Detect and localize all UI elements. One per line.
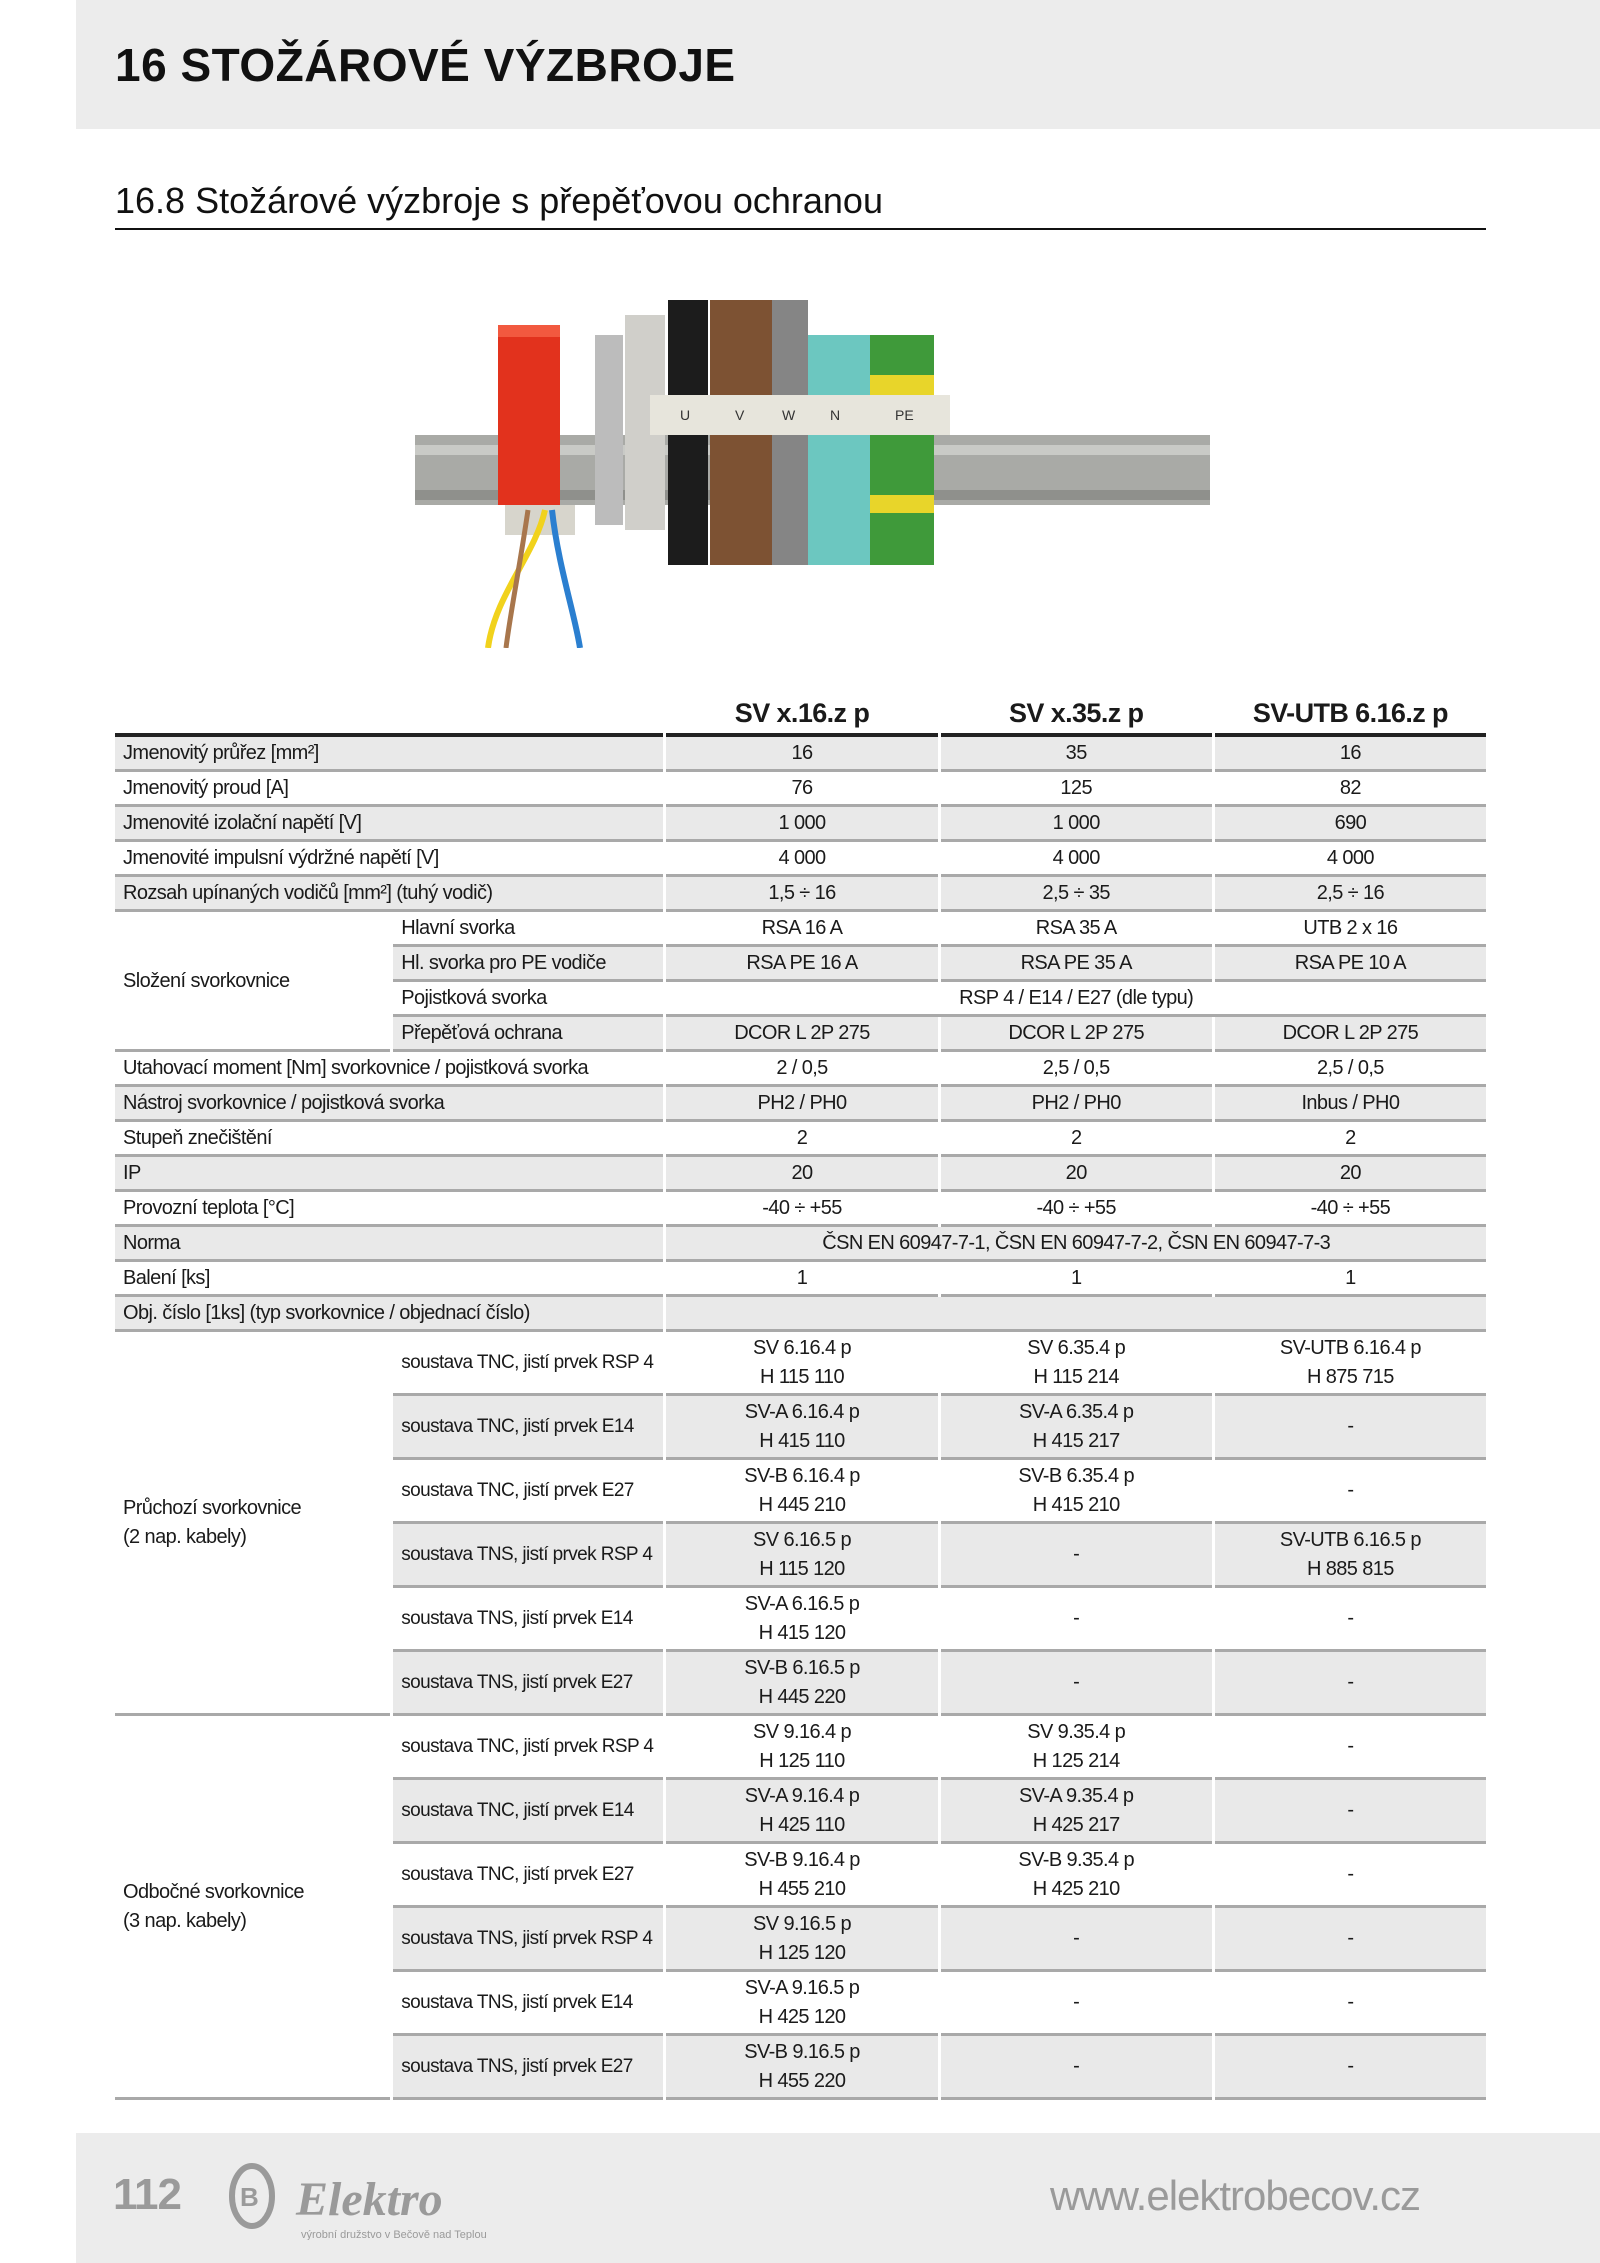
photo-label-v: V xyxy=(735,407,745,423)
value-cell: -40 ÷ +55 xyxy=(666,1192,937,1227)
svg-text:Elektro: Elektro xyxy=(296,2173,443,2226)
table-row xyxy=(115,1192,1486,1227)
type-code: - xyxy=(1347,1735,1354,1757)
type-code: - xyxy=(1073,2055,1080,2077)
sub-label: Přepěťová ochrana xyxy=(393,1017,663,1052)
value-cell xyxy=(666,1972,937,2036)
value-cell: 35 xyxy=(941,737,1212,772)
type-code: SV 9.16.5 p xyxy=(753,1912,851,1935)
type-code: - xyxy=(1347,2055,1354,2077)
value-cell: 16 xyxy=(1215,737,1486,772)
order-number: H 455 210 xyxy=(758,1877,846,1900)
value-cell xyxy=(666,1588,937,1652)
sub-label: soustava TNC, jistí prvek RSP 4 xyxy=(393,1332,663,1396)
row-label: Balení [ks] xyxy=(115,1262,663,1297)
value-cell xyxy=(666,2036,937,2100)
row-label: Norma xyxy=(115,1227,663,1262)
merged-value-cell: RSP 4 / E14 / E27 (dle typu) xyxy=(666,982,1486,1017)
value-cell: 20 xyxy=(941,1157,1212,1192)
value-cell: 4 000 xyxy=(941,842,1212,877)
value-cell xyxy=(941,1972,1212,2036)
order-number: H 115 120 xyxy=(759,1557,845,1580)
type-code: - xyxy=(1073,1991,1080,2013)
value-cell xyxy=(1215,1588,1486,1652)
value-cell xyxy=(666,1908,937,1972)
order-number: H 425 210 xyxy=(1032,1877,1120,1900)
value-cell: RSA 35 A xyxy=(941,912,1212,947)
group-label: Složení svorkovnice xyxy=(115,912,390,1052)
value-cell xyxy=(666,1780,937,1844)
order-number: H 425 110 xyxy=(759,1813,845,1836)
value-cell: 1,5 ÷ 16 xyxy=(666,877,937,912)
sub-label: Hl. svorka pro PE vodiče xyxy=(393,947,663,982)
value-cell xyxy=(1215,1844,1486,1908)
product-photo xyxy=(410,295,1215,648)
table-row xyxy=(115,772,1486,807)
order-number: H 125 214 xyxy=(1032,1749,1120,1772)
value-cell xyxy=(1215,1396,1486,1460)
row-label: Obj. číslo [1ks] (typ svorkovnice / objednací číslo) xyxy=(115,1297,663,1332)
order-number: H 415 120 xyxy=(758,1621,846,1644)
value-cell: -40 ÷ +55 xyxy=(941,1192,1212,1227)
type-code: SV-A 9.16.4 p xyxy=(744,1784,860,1807)
type-code: - xyxy=(1347,1799,1354,1821)
type-code: SV-B 9.16.5 p xyxy=(744,2040,860,2063)
value-cell xyxy=(666,1716,937,1780)
type-code: SV-A 6.16.4 p xyxy=(744,1400,860,1423)
order-number: H 125 110 xyxy=(759,1749,845,1772)
value-cell: RSA 16 A xyxy=(666,912,937,947)
sub-label: soustava TNC, jistí prvek RSP 4 xyxy=(393,1716,663,1780)
value-cell xyxy=(1215,1780,1486,1844)
type-code: SV 9.35.4 p xyxy=(1027,1720,1126,1743)
value-cell: 2,5 ÷ 35 xyxy=(941,877,1212,912)
sub-label: soustava TNC, jistí prvek E14 xyxy=(393,1780,663,1844)
header-empty-cell xyxy=(115,672,663,737)
type-code: - xyxy=(1073,1543,1080,1565)
table-row xyxy=(115,842,1486,877)
type-code: - xyxy=(1347,1479,1354,1501)
value-cell: 1 xyxy=(941,1262,1212,1297)
row-label: Rozsah upínaných vodičů [mm²] (tuhý vodič) xyxy=(115,877,663,912)
merged-value-cell: ČSN EN 60947-7-1, ČSN EN 60947-7-2, ČSN EN 60947-7-3 xyxy=(666,1227,1486,1262)
sub-label: soustava TNS, jistí prvek E14 xyxy=(393,1588,663,1652)
value-cell xyxy=(666,1524,937,1588)
type-code: SV-UTB 6.16.4 p xyxy=(1279,1336,1421,1359)
type-code: SV-B 6.16.5 p xyxy=(744,1656,860,1679)
value-cell: 20 xyxy=(1215,1157,1486,1192)
sub-label: Pojistková svorka xyxy=(393,982,663,1017)
order-number: H 445 220 xyxy=(758,1685,846,1708)
fuse-terminal-gray xyxy=(595,335,623,525)
value-cell: 2 xyxy=(1215,1122,1486,1157)
type-code: - xyxy=(1073,1927,1080,1949)
table-row xyxy=(115,1332,1486,1396)
type-code: SV-B 6.16.4 p xyxy=(744,1464,860,1487)
value-cell: 2 xyxy=(666,1122,937,1157)
value-cell: DCOR L 2P 275 xyxy=(941,1017,1212,1052)
value-cell: Inbus / PH0 xyxy=(1215,1087,1486,1122)
table-row xyxy=(115,1227,1486,1262)
type-code: - xyxy=(1347,1927,1354,1949)
sub-label: soustava TNS, jistí prvek E27 xyxy=(393,1652,663,1716)
value-cell: 2 xyxy=(941,1122,1212,1157)
value-cell: 76 xyxy=(666,772,937,807)
value-cell xyxy=(1215,2036,1486,2100)
table-row xyxy=(115,1087,1486,1122)
website-link[interactable]: www.elektrobecov.cz xyxy=(1050,2172,1421,2219)
elektro-logo xyxy=(226,2160,536,2240)
table-row xyxy=(115,737,1486,772)
value-cell: 1 xyxy=(1215,1262,1486,1297)
value-cell: UTB 2 x 16 xyxy=(1215,912,1486,947)
type-code: - xyxy=(1073,1671,1080,1693)
order-number: H 415 110 xyxy=(759,1429,845,1452)
order-number: H 445 210 xyxy=(758,1493,846,1516)
merged-value-cell xyxy=(666,1297,1486,1332)
page-number: 112 xyxy=(113,2170,181,2219)
value-cell: 1 000 xyxy=(941,807,1212,842)
value-cell xyxy=(941,2036,1212,2100)
table-header-row xyxy=(115,672,1486,737)
value-cell: -40 ÷ +55 xyxy=(1215,1192,1486,1227)
value-cell xyxy=(1215,1524,1486,1588)
value-cell: DCOR L 2P 275 xyxy=(1215,1017,1486,1052)
value-cell xyxy=(666,1844,937,1908)
order-number: H 415 210 xyxy=(1032,1493,1120,1516)
specification-table xyxy=(112,672,1489,2100)
order-number: H 415 217 xyxy=(1032,1429,1120,1452)
photo-label-u: U xyxy=(680,407,691,423)
value-cell: 16 xyxy=(666,737,937,772)
photo-label-pe: PE xyxy=(895,407,914,423)
order-number: H 455 220 xyxy=(758,2069,846,2092)
value-cell xyxy=(941,1716,1212,1780)
sub-label: soustava TNC, jistí prvek E27 xyxy=(393,1844,663,1908)
type-code: - xyxy=(1347,1991,1354,2013)
value-cell: 2,5 / 0,5 xyxy=(1215,1052,1486,1087)
value-cell xyxy=(941,1524,1212,1588)
section-divider xyxy=(115,228,1486,230)
type-code: - xyxy=(1347,1415,1354,1437)
order-number: H 875 715 xyxy=(1306,1365,1394,1388)
type-code: SV-B 9.35.4 p xyxy=(1018,1848,1135,1871)
photo-label-w: W xyxy=(782,407,796,423)
table-row xyxy=(115,1716,1486,1780)
table-row xyxy=(115,807,1486,842)
row-label: Stupeň znečištění xyxy=(115,1122,663,1157)
value-cell: PH2 / PH0 xyxy=(941,1087,1212,1122)
type-code: SV-UTB 6.16.5 p xyxy=(1279,1528,1421,1551)
value-cell: 20 xyxy=(666,1157,937,1192)
value-cell xyxy=(1215,1460,1486,1524)
value-cell xyxy=(941,1908,1212,1972)
sub-label: soustava TNS, jistí prvek RSP 4 xyxy=(393,1524,663,1588)
value-cell: 4 000 xyxy=(666,842,937,877)
type-code: SV-A 6.35.4 p xyxy=(1018,1400,1134,1423)
row-label: Jmenovitý průřez [mm²] xyxy=(115,737,663,772)
row-label: Nástroj svorkovnice / pojistková svorka xyxy=(115,1087,663,1122)
type-code: - xyxy=(1347,1863,1354,1885)
order-number: H 115 110 xyxy=(760,1365,844,1388)
terminal-blue xyxy=(808,335,870,565)
order-number: H 125 120 xyxy=(758,1941,846,1964)
value-cell: 82 xyxy=(1215,772,1486,807)
sub-label: Hlavní svorka xyxy=(393,912,663,947)
table-row xyxy=(115,912,1486,947)
section-title: 16.8 Stožárové výzbroje s přepěťovou ochranou xyxy=(115,180,883,221)
value-cell xyxy=(666,1332,937,1396)
row-label: Jmenovité impulsní výdržné napětí [V] xyxy=(115,842,663,877)
type-code: - xyxy=(1073,1607,1080,1629)
type-code: SV-B 9.16.4 p xyxy=(744,1848,860,1871)
value-cell: 4 000 xyxy=(1215,842,1486,877)
value-cell xyxy=(1215,1716,1486,1780)
value-cell: 2 / 0,5 xyxy=(666,1052,937,1087)
svg-text:výrobní družstvo v Bečově nad: výrobní družstvo v Bečově nad Teplou xyxy=(301,2229,487,2240)
table-row xyxy=(115,1157,1486,1192)
surge-protector-red xyxy=(498,325,560,505)
value-cell xyxy=(941,1396,1212,1460)
type-code: SV 9.16.4 p xyxy=(753,1720,851,1743)
value-cell: 125 xyxy=(941,772,1212,807)
row-label: Jmenovitý proud [A] xyxy=(115,772,663,807)
row-label: Jmenovité izolační napětí [V] xyxy=(115,807,663,842)
row-label: IP xyxy=(115,1157,663,1192)
value-cell xyxy=(1215,1972,1486,2036)
type-code: SV-A 9.16.5 p xyxy=(744,1976,860,1999)
value-cell xyxy=(1215,1908,1486,1972)
type-code: SV 6.35.4 p xyxy=(1027,1336,1126,1359)
sub-label: soustava TNS, jistí prvek E27 xyxy=(393,2036,663,2100)
value-cell xyxy=(941,1332,1212,1396)
order-number: H 425 120 xyxy=(758,2005,846,2028)
svg-text:B: B xyxy=(240,2182,259,2212)
table-row xyxy=(115,877,1486,912)
value-cell: PH2 / PH0 xyxy=(666,1087,937,1122)
sub-label: soustava TNS, jistí prvek RSP 4 xyxy=(393,1908,663,1972)
value-cell xyxy=(941,1652,1212,1716)
table-row xyxy=(115,1052,1486,1087)
row-label: Provozní teplota [°C] xyxy=(115,1192,663,1227)
value-cell xyxy=(941,1844,1212,1908)
column-header: SV-UTB 6.16.z p xyxy=(1215,672,1486,737)
value-cell xyxy=(666,1396,937,1460)
column-header: SV x.35.z p xyxy=(941,672,1212,737)
type-code: - xyxy=(1347,1671,1354,1693)
value-cell xyxy=(941,1460,1212,1524)
order-number: H 885 815 xyxy=(1306,1557,1394,1580)
value-cell xyxy=(941,1780,1212,1844)
value-cell: 1 000 xyxy=(666,807,937,842)
table-row xyxy=(115,1262,1486,1297)
value-cell xyxy=(666,1460,937,1524)
type-code: SV-B 6.35.4 p xyxy=(1018,1464,1135,1487)
value-cell xyxy=(941,1588,1212,1652)
group-label: Průchozí svorkovnice (2 nap. kabely) xyxy=(115,1332,390,1716)
value-cell: RSA PE 10 A xyxy=(1215,947,1486,982)
sub-label: soustava TNC, jistí prvek E27 xyxy=(393,1460,663,1524)
value-cell: 2,5 ÷ 16 xyxy=(1215,877,1486,912)
type-code: SV 6.16.4 p xyxy=(753,1336,851,1359)
sub-label: soustava TNS, jistí prvek E14 xyxy=(393,1972,663,2036)
order-number: H 115 214 xyxy=(1033,1365,1119,1388)
type-code: SV 6.16.5 p xyxy=(753,1528,851,1551)
photo-label-n: N xyxy=(830,407,841,423)
chapter-title: 16 STOŽÁROVÉ VÝZBROJE xyxy=(115,39,736,91)
value-cell xyxy=(666,1652,937,1716)
type-code: SV-A 9.35.4 p xyxy=(1018,1784,1134,1807)
group-label: Odbočné svorkovnice (3 nap. kabely) xyxy=(115,1716,390,2100)
column-header: SV x.16.z p xyxy=(666,672,937,737)
type-code: - xyxy=(1347,1607,1354,1629)
table-row xyxy=(115,1297,1486,1332)
value-cell: DCOR L 2P 275 xyxy=(666,1017,937,1052)
order-number: H 425 217 xyxy=(1032,1813,1120,1836)
row-label: Utahovací moment [Nm] svorkovnice / pojistková svorka xyxy=(115,1052,663,1087)
value-cell: 2,5 / 0,5 xyxy=(941,1052,1212,1087)
value-cell: 1 xyxy=(666,1262,937,1297)
type-code: SV-A 6.16.5 p xyxy=(744,1592,860,1615)
value-cell xyxy=(1215,1332,1486,1396)
value-cell: RSA PE 35 A xyxy=(941,947,1212,982)
value-cell: RSA PE 16 A xyxy=(666,947,937,982)
sub-label: soustava TNC, jistí prvek E14 xyxy=(393,1396,663,1460)
table-row xyxy=(115,1122,1486,1157)
terminal-pe-green xyxy=(870,335,934,565)
value-cell xyxy=(1215,1652,1486,1716)
value-cell: 690 xyxy=(1215,807,1486,842)
